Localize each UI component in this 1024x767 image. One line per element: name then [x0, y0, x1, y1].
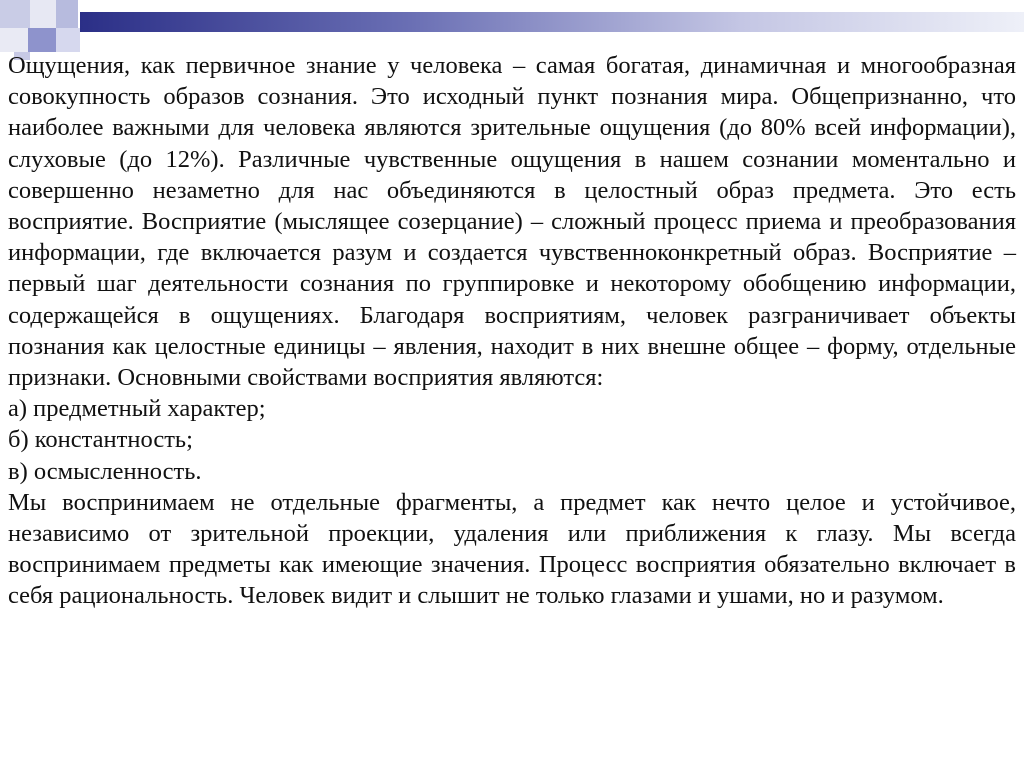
decor-square — [0, 0, 30, 28]
decor-square — [30, 0, 56, 28]
list-item-objective: а) предметный характер; — [8, 395, 266, 423]
decor-square — [56, 28, 80, 52]
list-item-constancy: б) константность; — [8, 426, 193, 454]
slide-body — [8, 50, 1016, 612]
list-item-meaningfulness: в) осмысленность. — [8, 457, 202, 485]
body-paragraph-intro: Ощущения, как первичное знание у человека – самая богатая, динамичная и многообразная совокупность образов сознания. Это исходный пункт познания мира. Общепризнанно, что наиболее важными для человека являются зрительные ощущения (до 80% всей информации), слуховые (до 12%). Различные чувственные ощущения в нашем сознании моментально и совершенно незаметно для нас объединяются в целостный образ предмета. Это есть восприятие. Восприятие (мыслящее созерцание) – сложный процесс приема и преобразования информации, где включается разум и создается чувственноконкретный образ. Восприятие – первый шаг деятельности сознания по группировке и некоторому обобщению информации, содержащейся в ощущениях. Благодаря восприятиям, человек разграничивает объекты познания как целостные единицы – явления, находит в них внешне общее – форму, отдельные признаки. Основными свойствами восприятия являются: — [8, 52, 1016, 392]
body-paragraph-conclusion: Мы воспринимаем не отдельные фрагменты, а предмет как нечто целое и устойчивое, независимо от зрительной проекции, удаления или приближения к глазу. Мы всегда воспринимаем предметы как имеющие значения. Процесс восприятия обязательно включает в себя рациональность. Человек видит и слышит не только глазами и ушами, но и разумом. — [8, 488, 1016, 610]
decor-square — [28, 28, 56, 52]
decor-square — [0, 28, 28, 52]
decor-square — [56, 0, 78, 28]
header-gradient-bar — [80, 12, 1024, 32]
